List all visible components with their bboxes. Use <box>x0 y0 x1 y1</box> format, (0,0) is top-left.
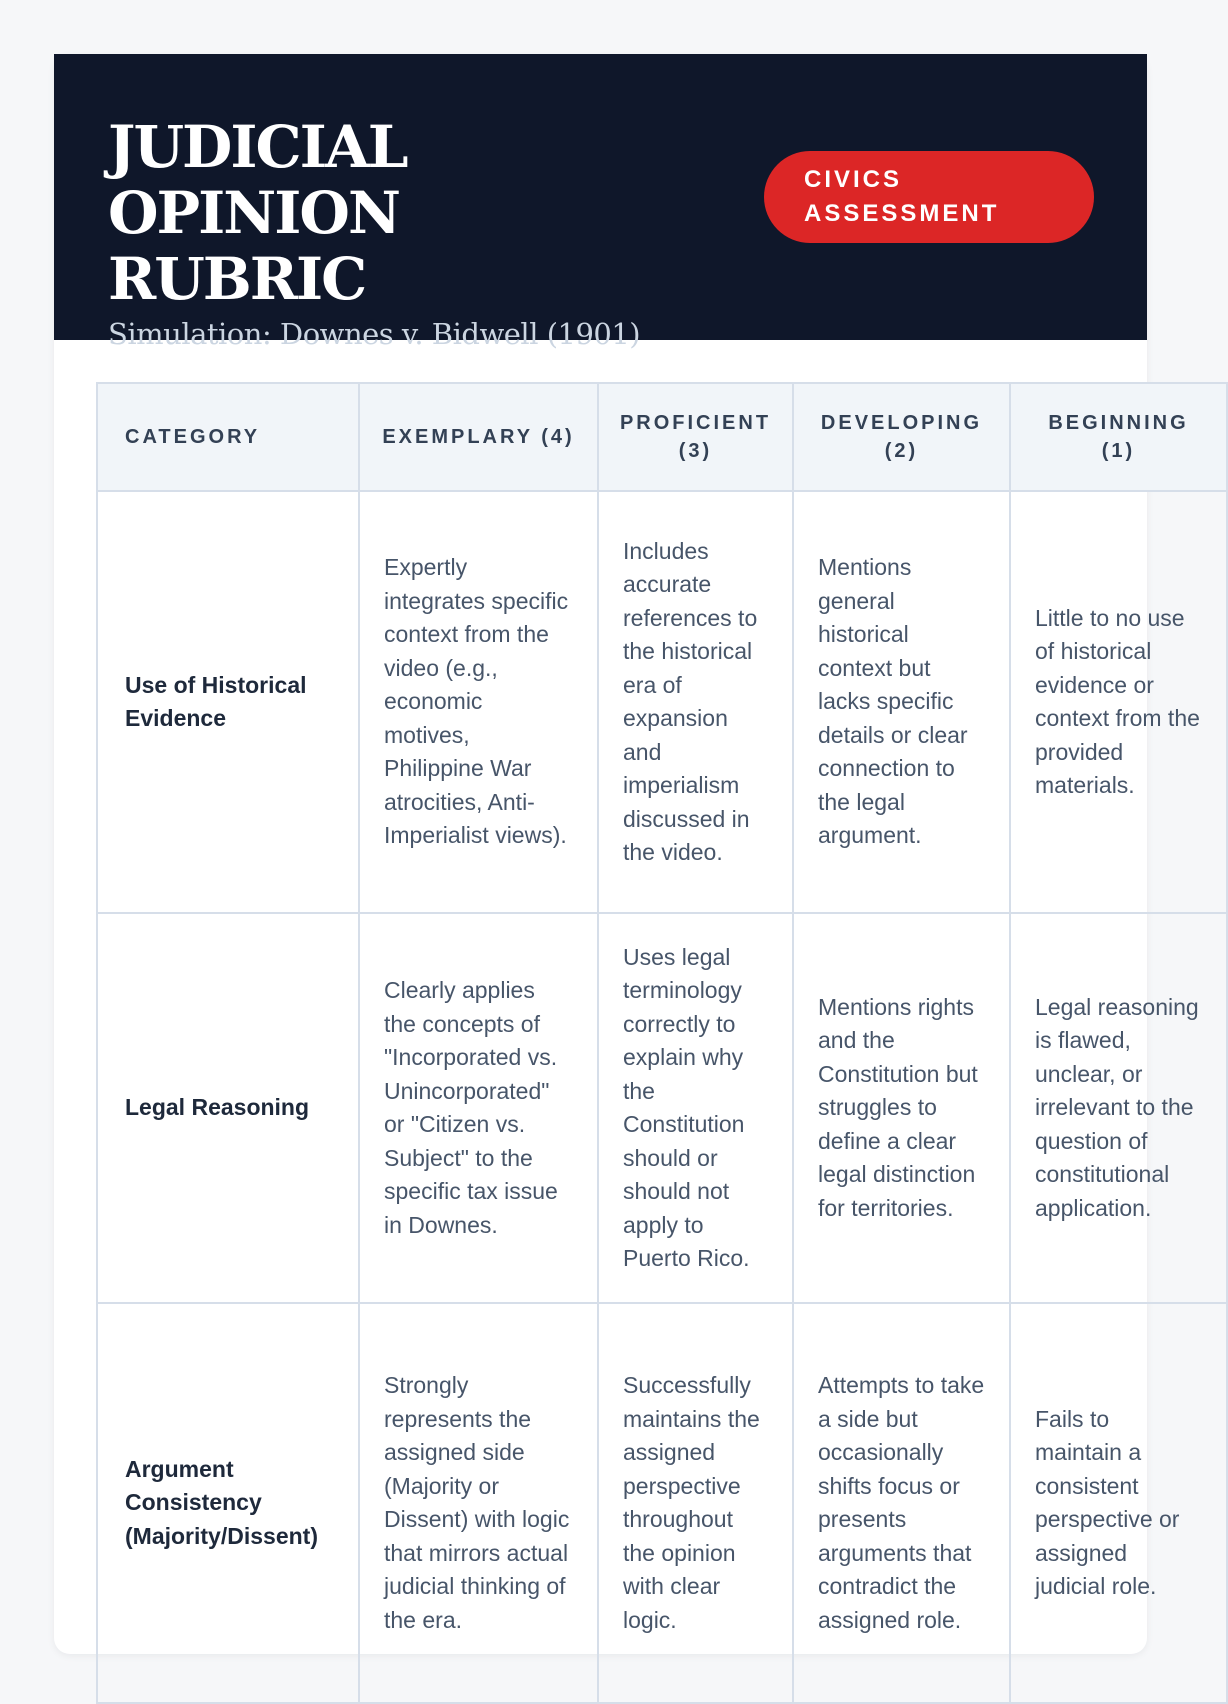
column-header-proficient: PROFICIENT (3) <box>598 383 793 491</box>
rubric-table-container <box>96 382 1200 1704</box>
table-row <box>97 491 1227 913</box>
developing-cell: Mentions general historical context but lacks specific details or clear connection to the legal argument. <box>793 491 1010 913</box>
proficient-cell: Successfully maintains the assigned perspective throughout the opinion with clear logic. <box>598 1303 793 1703</box>
proficient-cell: Uses legal terminology correctly to explain why the Constitution should or should not apply to Puerto Rico. <box>598 913 793 1303</box>
table-header-row <box>97 383 1227 491</box>
column-header-category: CATEGORY <box>97 383 359 491</box>
beginning-cell: Little to no use of historical evidence or context from the provided materials. <box>1010 491 1227 913</box>
page-title: JUDICIAL OPINION RUBRIC <box>108 113 407 313</box>
beginning-cell: Fails to maintain a consistent perspective or assigned judicial role. <box>1010 1303 1227 1703</box>
category-cell: Legal Reasoning <box>97 913 359 1303</box>
rubric-header <box>54 54 1147 351</box>
beginning-cell: Legal reasoning is flawed, unclear, or irrelevant to the question of constitutional application. <box>1010 913 1227 1303</box>
developing-cell: Mentions rights and the Constitution but struggles to define a clear legal distinction for territories. <box>793 913 1010 1303</box>
proficient-cell: Includes accurate references to the historical era of expansion and imperialism discussed in the video. <box>598 491 793 913</box>
developing-cell: Attempts to take a side but occasionally shifts focus or presents arguments that contradict the assigned role. <box>793 1303 1010 1703</box>
table-row <box>97 913 1227 1303</box>
category-cell: Use of Historical Evidence <box>97 491 359 913</box>
column-header-beginning: BEGINNING (1) <box>1010 383 1227 491</box>
column-header-exemplary: EXEMPLARY (4) <box>359 383 598 491</box>
column-header-developing: DEVELOPING (2) <box>793 383 1010 491</box>
page-subtitle: Simulation: Downes v. Bidwell (1901) <box>108 317 641 351</box>
rubric-table <box>96 382 1228 1704</box>
exemplary-cell: Clearly applies the concepts of "Incorporated vs. Unincorporated" or "Citizen vs. Subject" to the specific tax issue in Downes. <box>359 913 598 1303</box>
exemplary-cell: Expertly integrates specific context from the video (e.g., economic motives, Philippine War atrocities, Anti-Imperialist views). <box>359 491 598 913</box>
exemplary-cell: Strongly represents the assigned side (Majority or Dissent) with logic that mirrors actual judicial thinking of the era. <box>359 1303 598 1703</box>
rubric-card <box>54 54 1200 1654</box>
assessment-badge: CIVICS ASSESSMENT <box>764 151 1094 243</box>
table-row <box>97 1303 1227 1703</box>
category-cell: Argument Consistency (Majority/Dissent) <box>97 1303 359 1703</box>
